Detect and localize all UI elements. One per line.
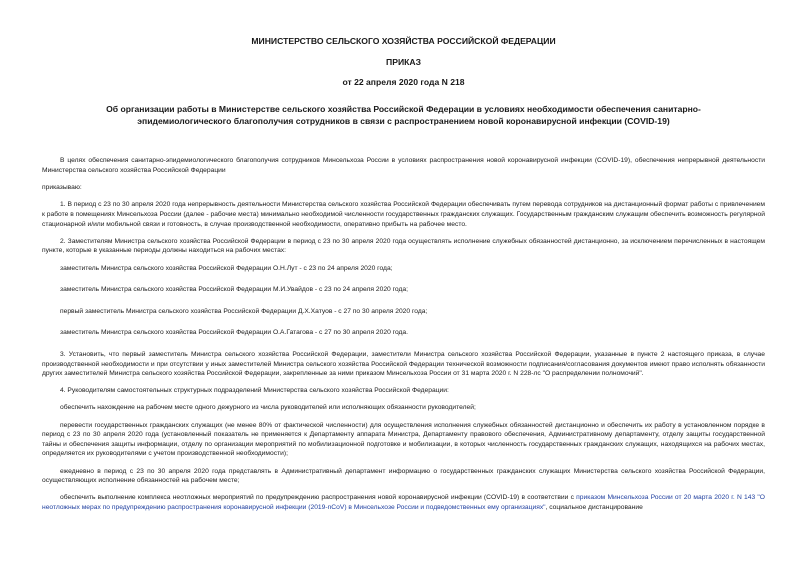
list-item: первый заместитель Министра сельского хозяйства Российской Федерации Д.Х.Хатуов - с 27 по 30 апреля 2020 года; — [60, 307, 428, 315]
paragraph-4c: ежедневно в период с 23 по 30 апреля 2020 года представлять в Административный департамент информацию о государственных гражданских служащих Министерства сельского хозяйства Российской Федерации, осуществляющих исполнение обязанностей на рабочем месте; — [42, 467, 765, 485]
paragraph-4d — [42, 493, 765, 512]
order-143-link[interactable]: приказом Минсельхоза России от 20 марта 2020 г. N 143 "О неотложных мерах по предупреждению распространения коронавирусной инфекции (2019-nCoV) в Минсельхозе России и подведомственных ему организациях" — [42, 494, 765, 511]
list-item: заместитель Министра сельского хозяйства Российской Федерации О.Н.Лут - с 23 по 24 апреля 2020 года; — [60, 264, 393, 272]
document-body — [42, 156, 765, 520]
preamble: В целях обеспечения санитарно-эпидемиологического благополучия сотрудников Минсельхоза России в условиях распространения новой коронавирусной инфекции (COVID-19), обеспечения непрерывной деятельности Министерства сельского хозяйства Российской Федерации — [42, 157, 765, 174]
paragraph-4a: обеспечить нахождение на рабочем месте одного дежурного из числа руководителей или исполняющих обязанности руководителей; — [60, 404, 476, 412]
paragraph-1: 1. В период с 23 по 30 апреля 2020 года непрерывность деятельности Министерства сельского хозяйства Российской Федерации обеспечивать путем перевода сотрудников на дистанционный формат работы с привлечением к работе в помещениях Минсельхоза России (далее - рабочие места) минимально необходимой численности государственных гражданских служащих. Государственным гражданским служащим обеспечить возможность регулярной стационарной и/или мобильной связи и готовность, в случае производственной необходимости, оперативно прибыть на рабочее место. — [42, 201, 765, 228]
paragraph-3: 3. Установить, что первый заместитель Министра сельского хозяйства Российской Федерации, заместители Министра сельского хозяйства Российской Федерации, указанные в пункте 2 настоящего приказа, в случае производственной необходимости и при отсутствии у иных заместителей Министра сельского хозяйства Российской Федерации технической возможности подписания/согласования документов имеют право исполнять обязанности других заместителей Министра сельского хозяйства Российской Федерации, закрепленные за ними приказом Минсельхоза России от 31 марта 2020 г. N 228-лс "О распределении полномочий". — [42, 350, 765, 378]
paragraph-4b: перевести государственных гражданских служащих (не менее 80% от фактической численности) для осуществления исполнения служебных обязанностей дистанционно и обеспечить их работу в установленном порядке в период с 23 по 30 апреля 2020 года (установленный показатель не применяется к Департаменту аппарата Министра, Департаменту правового обеспечения, Административному департаменту, отделу защиты государственной тайны и обеспечения защиты информации, отделу по организации мероприятий по мобилизационной подготовке и мобилизации, в которых численность государственных гражданских служащих, находящихся на рабочих местах, определяется их руководителями с учетом производственной необходимости); — [42, 421, 765, 458]
paragraph-4d-start: обеспечить выполнение комплекса неотложных мероприятий по предупреждению распространения новой коронавирусной инфекции (COVID-19) в соответствии с — [60, 494, 577, 502]
ministry-heading: МИНИСТЕРСТВО СЕЛЬСКОГО ХОЗЯЙСТВА РОССИЙСКОЙ ФЕДЕРАЦИИ — [251, 36, 556, 46]
document-type: ПРИКАЗ — [386, 57, 421, 67]
paragraph-4: 4. Руководителям самостоятельных структурных подразделений Министерства сельского хозяйства Российской Федерации: — [60, 387, 449, 395]
paragraph-4d-end: , социальное дистанцирование — [545, 504, 643, 511]
document-date: от 22 апреля 2020 года N 218 — [342, 77, 465, 87]
document-title: Об организации работы в Министерстве сельского хозяйства Российской Федерации в условиях необходимости обеспечения санитарно-эпидемиологического благополучия сотрудников в связи с распространением новой коронавирусной инфекции (COVID-19) — [106, 104, 701, 126]
list-item: заместитель Министра сельского хозяйства Российской Федерации М.И.Увайдов - с 23 по 24 апреля 2020 года; — [60, 286, 408, 294]
paragraph-2: 2. Заместителям Министра сельского хозяйства Российской Федерации в период с 23 по 30 апреля 2020 года осуществлять исполнение служебных обязанностей дистанционно, за исключением перечисленных в настоящем пункте, которые в указанные периоды должны находиться на рабочих местах: — [42, 237, 765, 255]
order-word: приказываю: — [42, 183, 82, 191]
list-item: заместитель Министра сельского хозяйства Российской Федерации О.А.Гатагова - с 27 по 30 апреля 2020 года. — [60, 329, 409, 337]
